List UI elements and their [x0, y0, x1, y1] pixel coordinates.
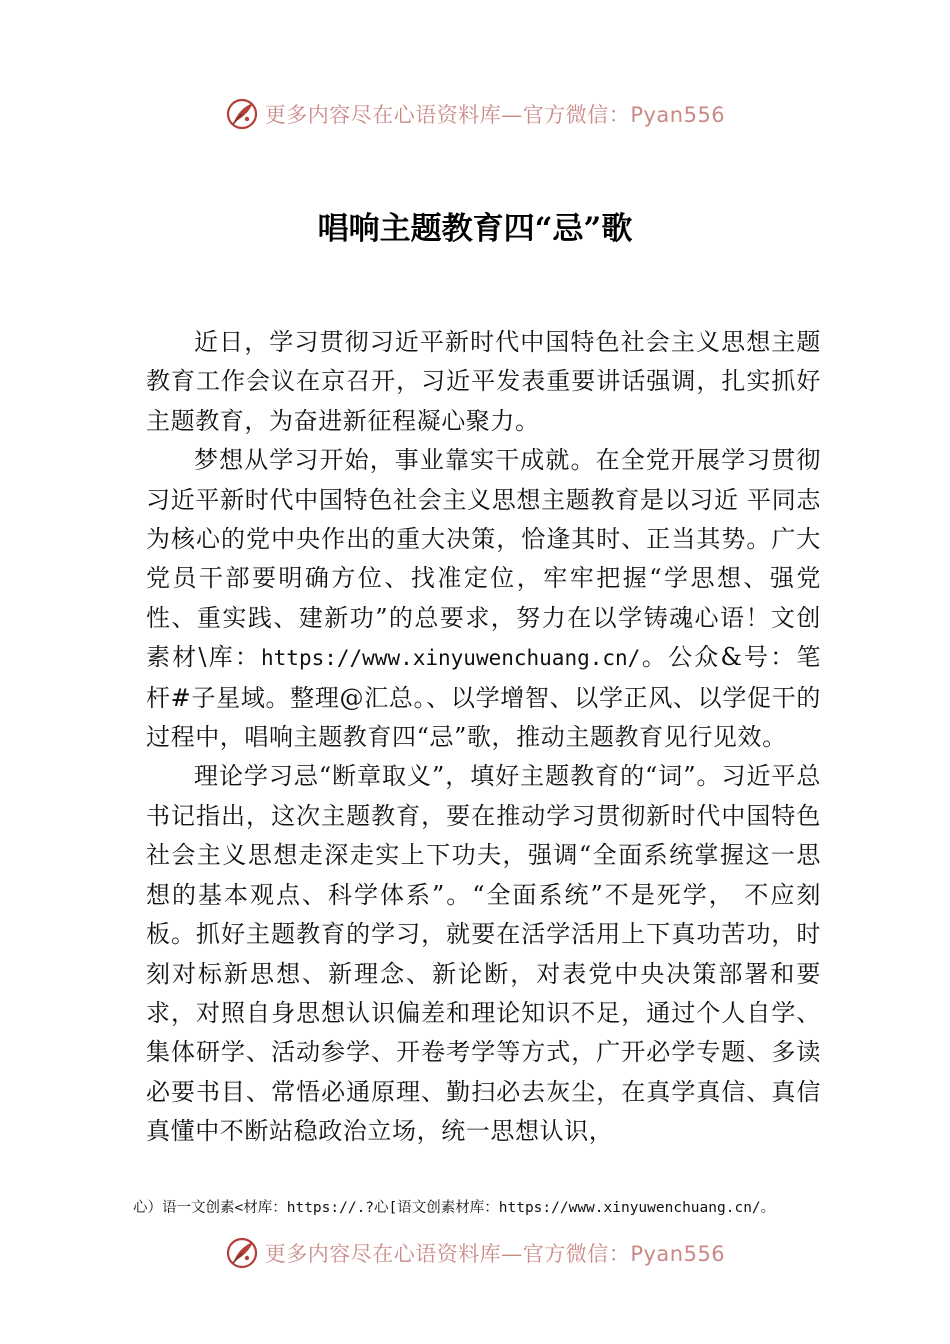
header-wechat-id: Pyan556: [630, 103, 726, 127]
footnote-line: 心）语一文创素<材库：https://.?心[语文创素材库：https://www.xinyuwenchuang.cn/。: [133, 1200, 776, 1216]
footer-wechat-id: Pyan556: [630, 1242, 726, 1266]
footer-watermark-banner: [0, 1231, 950, 1275]
header-banner-text: 更多内容尽在心语资料库—官方微信：Pyan556: [264, 103, 726, 127]
document-body: [146, 323, 821, 1152]
paragraph-1: 近日，学习贯彻习近平新时代中国特色社会主义思想主题教育工作会议在京召开，习近平发表重要讲话强调，扎实抓好主题教育，为奋进新征程凝心聚力。: [146, 328, 821, 435]
quill-logo-icon: [225, 97, 259, 131]
paragraph-2: 梦想从学习开始，事业靠实干成就。在全党开展学习贯彻习近平新时代中国特色社会主义思想主题教育是以习近 平同志为核心的党中央作出的重大决策，恰逢其时、正当其势。广大党员干部要明确方位、找准定位，牢牢把握“学思想、强党性、重实践、建新功”的总要求，努力在以学铸魂心语！文创素材\库：https://www.xinyuwenchuang.cn/。公众&号：笔杆#子星域。整理@汇总。、以学增智、以学正风、以学促干的过程中，唱响主题教育四“忌”歌，推动主题教育见行见效。: [146, 446, 821, 752]
header-watermark-banner: [0, 92, 950, 136]
paragraph-3: 理论学习忌“断章取义”，填好主题教育的“词”。习近平总书记指出，这次主题教育，要在推动学习贯彻新时代中国特色社会主义思想走深走实上下功夫，强调“全面系统掌握这一思想的基本观点、科学体系”。“全面系统”不是死学， 不应刻板。抓好主题教育的学习，就要在活学活用上下真功苦功，时刻对标新思想、新理念、新论断，对表党中央决策部署和要求，对照自身思想认识偏差和理论知识不足，通过个人自学、集体研学、活动参学、开卷考学等方式，广开必学专题、多读必要书目、常悟必通原理、勤扫必去灰尘，在真学真信、真信真懂中不断站稳政治立场，统一思想认识，: [146, 762, 821, 1146]
footer-banner-text: 更多内容尽在心语资料库—官方微信：Pyan556: [264, 1242, 726, 1266]
quill-logo-icon: [225, 1236, 259, 1270]
document-title: 唱响主题教育四“忌”歌: [317, 211, 633, 247]
paragraph-url-link[interactable]: https://www.xinyuwenchuang.cn/: [261, 646, 641, 671]
